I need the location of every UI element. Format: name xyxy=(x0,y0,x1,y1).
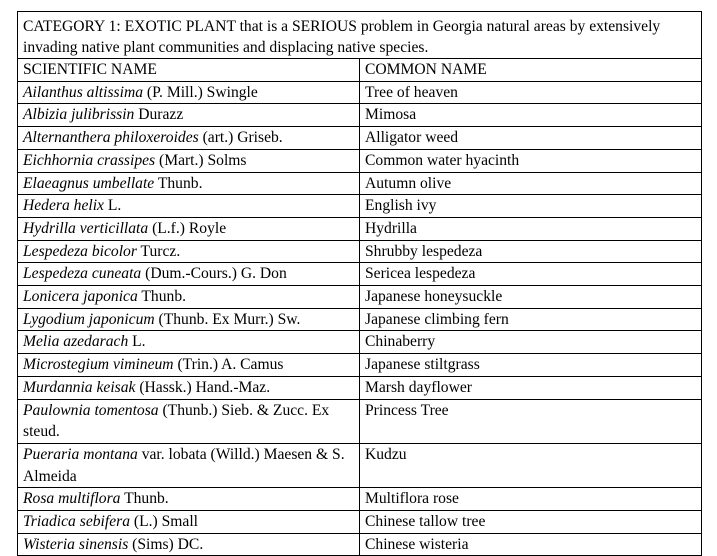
common-name-cell: Tree of heaven xyxy=(360,81,702,104)
invasive-plants-table xyxy=(17,11,702,556)
authority: (Trin.) A. Camus xyxy=(173,356,284,374)
table-row xyxy=(18,533,702,556)
authority: (Dum.-Cours.) G. Don xyxy=(141,265,287,283)
table-row xyxy=(18,286,702,309)
genus-species: Triadica sebifera xyxy=(23,513,130,531)
scientific-name-cell xyxy=(18,331,360,354)
authority: Turcz. xyxy=(136,242,181,260)
genus-species: Hydrilla verticillata xyxy=(23,219,149,237)
table-row xyxy=(18,172,702,195)
authority: (Thunb.) Sieb. & Zucc. Ex steud. xyxy=(23,401,330,441)
table-row xyxy=(18,217,702,240)
scientific-name-cell xyxy=(18,286,360,309)
authority: L. xyxy=(103,197,122,215)
table-row xyxy=(18,443,702,487)
common-name-cell: Multiflora rose xyxy=(360,488,702,511)
scientific-name-cell xyxy=(18,354,360,377)
table-row xyxy=(18,354,702,377)
table-row xyxy=(18,488,702,511)
scientific-name-cell xyxy=(18,172,360,195)
authority: (L.f.) Royle xyxy=(148,219,227,237)
scientific-name-cell xyxy=(18,376,360,399)
scientific-name-cell xyxy=(18,240,360,263)
genus-species: Melia azedarach xyxy=(23,333,129,351)
table-row xyxy=(18,195,702,218)
common-name-cell: Japanese honeysuckle xyxy=(360,286,702,309)
authority: (art.) Griseb. xyxy=(198,129,283,147)
genus-species: Albizia julibrissin xyxy=(23,106,135,124)
genus-species: Lespedeza bicolor xyxy=(23,242,137,260)
authority: Thunb. xyxy=(137,288,187,306)
authority: (Mart.) Solms xyxy=(155,151,247,169)
genus-species: Lespedeza cuneata xyxy=(23,265,142,283)
table-row xyxy=(18,376,702,399)
genus-species: Lygodium japonicum xyxy=(23,310,155,328)
scientific-name-cell xyxy=(18,81,360,104)
genus-species: Alternanthera philoxeroides xyxy=(23,129,199,147)
category-row xyxy=(18,12,702,59)
common-name-cell: Chinaberry xyxy=(360,331,702,354)
authority: (Sims) DC. xyxy=(128,535,204,553)
common-name-cell: Japanese stiltgrass xyxy=(360,354,702,377)
genus-species: Wisteria sinensis xyxy=(23,535,129,553)
genus-species: Lonicera japonica xyxy=(23,288,138,306)
authority: var. lobata (Willd.) Maesen & S. Almeida xyxy=(23,445,345,485)
authority: (Thunb. Ex Murr.) Sw. xyxy=(154,310,301,328)
table-row xyxy=(18,399,702,443)
genus-species: Paulownia tomentosa xyxy=(23,401,159,419)
common-name-cell: Mimosa xyxy=(360,104,702,127)
table-row xyxy=(18,127,702,150)
common-name-cell: English ivy xyxy=(360,195,702,218)
header-row xyxy=(18,59,702,82)
genus-species: Rosa multiflora xyxy=(23,490,121,508)
scientific-name-cell xyxy=(18,488,360,511)
authority: (Hassk.) Hand.-Maz. xyxy=(135,378,271,396)
common-name-cell: Alligator weed xyxy=(360,127,702,150)
scientific-name-cell xyxy=(18,149,360,172)
genus-species: Elaeagnus umbellate xyxy=(23,174,155,192)
scientific-name-header: SCIENTIFIC NAME xyxy=(18,59,360,82)
scientific-name-cell xyxy=(18,263,360,286)
scientific-name-cell xyxy=(18,217,360,240)
common-name-cell: Japanese climbing fern xyxy=(360,308,702,331)
table-row xyxy=(18,263,702,286)
common-name-cell: Sericea lespedeza xyxy=(360,263,702,286)
genus-species: Pueraria montana xyxy=(23,445,138,463)
scientific-name-cell xyxy=(18,195,360,218)
authority: (P. Mill.) Swingle xyxy=(143,83,258,101)
category-description: CATEGORY 1: EXOTIC PLANT that is a SERIOUS problem in Georgia natural areas by extensively invading native plant communities and displacing native species. xyxy=(18,12,702,59)
scientific-name-cell xyxy=(18,308,360,331)
genus-species: Ailanthus altissima xyxy=(23,83,143,101)
authority: L. xyxy=(128,333,146,351)
table-row xyxy=(18,81,702,104)
table-row xyxy=(18,511,702,534)
scientific-name-cell xyxy=(18,533,360,556)
table-row xyxy=(18,104,702,127)
scientific-name-cell xyxy=(18,399,360,443)
common-name-cell: Shrubby lespedeza xyxy=(360,240,702,263)
common-name-cell: Hydrilla xyxy=(360,217,702,240)
scientific-name-cell xyxy=(18,511,360,534)
table-row xyxy=(18,331,702,354)
genus-species: Murdannia keisak xyxy=(23,378,136,396)
table-row xyxy=(18,240,702,263)
common-name-cell: Marsh dayflower xyxy=(360,376,702,399)
common-name-cell: Autumn olive xyxy=(360,172,702,195)
scientific-name-cell xyxy=(18,127,360,150)
common-name-cell: Common water hyacinth xyxy=(360,149,702,172)
authority: Thunb. xyxy=(154,174,203,192)
common-name-cell: Chinese wisteria xyxy=(360,533,702,556)
common-name-cell: Kudzu xyxy=(360,443,702,487)
table-row xyxy=(18,149,702,172)
scientific-name-cell xyxy=(18,104,360,127)
common-name-header: COMMON NAME xyxy=(360,59,702,82)
common-name-cell: Princess Tree xyxy=(360,399,702,443)
table-row xyxy=(18,308,702,331)
scientific-name-cell xyxy=(18,443,360,487)
genus-species: Eichhornia crassipes xyxy=(23,151,156,169)
document-page xyxy=(17,11,702,556)
authority: (L.) Small xyxy=(130,513,198,531)
authority: Thunb. xyxy=(120,490,169,508)
genus-species: Microstegium vimineum xyxy=(23,356,174,374)
genus-species: Hedera helix xyxy=(23,197,104,215)
common-name-cell: Chinese tallow tree xyxy=(360,511,702,534)
authority: Durazz xyxy=(134,106,184,124)
